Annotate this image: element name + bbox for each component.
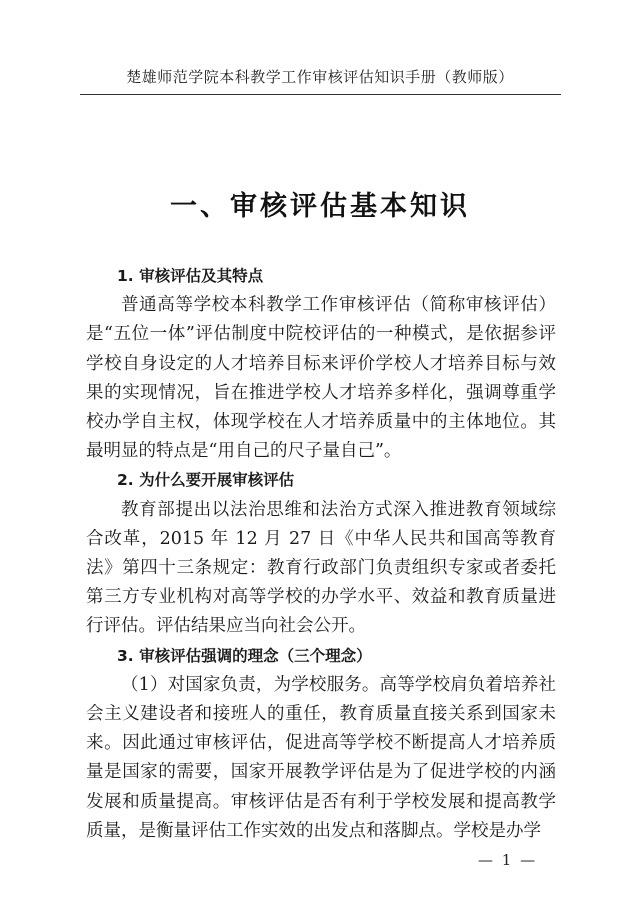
paragraph: （1）对国家负责，为学校服务。高等学校肩负着培养社会主义建设者和接班人的重任，教育质量直接关系到国家未来。因此通过审核评估，促进高等学校不断提高人才培养质量是国家的需要，国家开展教学评估是为了促进学校的内涵发展和质量提高。审核评估是否有利于学校发展和提高教学质量，是衡量评估工作实效的出发点和落脚点。学校是办学 (86, 674, 556, 841)
running-header: 楚雄师范学院本科教学工作审核评估知识手册（教师版） (126, 68, 514, 86)
section-heading: 2. 为什么要开展审核评估 (117, 471, 295, 490)
page-body (86, 262, 556, 846)
header-rule (80, 94, 561, 95)
paragraph: 教育部提出以法治思维和法治方式深入推进教育领域综合改革，2015 年 12 月 27 日《中华人民共和国高等教育法》第四十三条规定：教育行政部门负责组织专家或者委托第三方专业机构对高等学校的办学水平、效益和教育质量进行评估。评估结果应当向社会公开。 (86, 499, 556, 637)
chapter-title: 一、审核评估基本知识 (170, 191, 470, 222)
page-number: — 1 — (478, 851, 538, 869)
paragraph: 普通高等学校本科教学工作审核评估（简称审核评估）是“五位一体”评估制度中院校评估的一种模式，是依据参评学校自身设定的人才培养目标来评价学校人才培养目标与效果的实现情况，旨在推进学校人才培养多样化，强调尊重学校办学自主权，体现学校在人才培养质量中的主体地位。其最明显的特点是“用自己的尺子量自己”。 (86, 295, 556, 462)
section-heading: 1. 审核评估及其特点 (117, 267, 264, 285)
section-heading: 3. 审核评估强调的理念（三个理念） (117, 646, 372, 665)
